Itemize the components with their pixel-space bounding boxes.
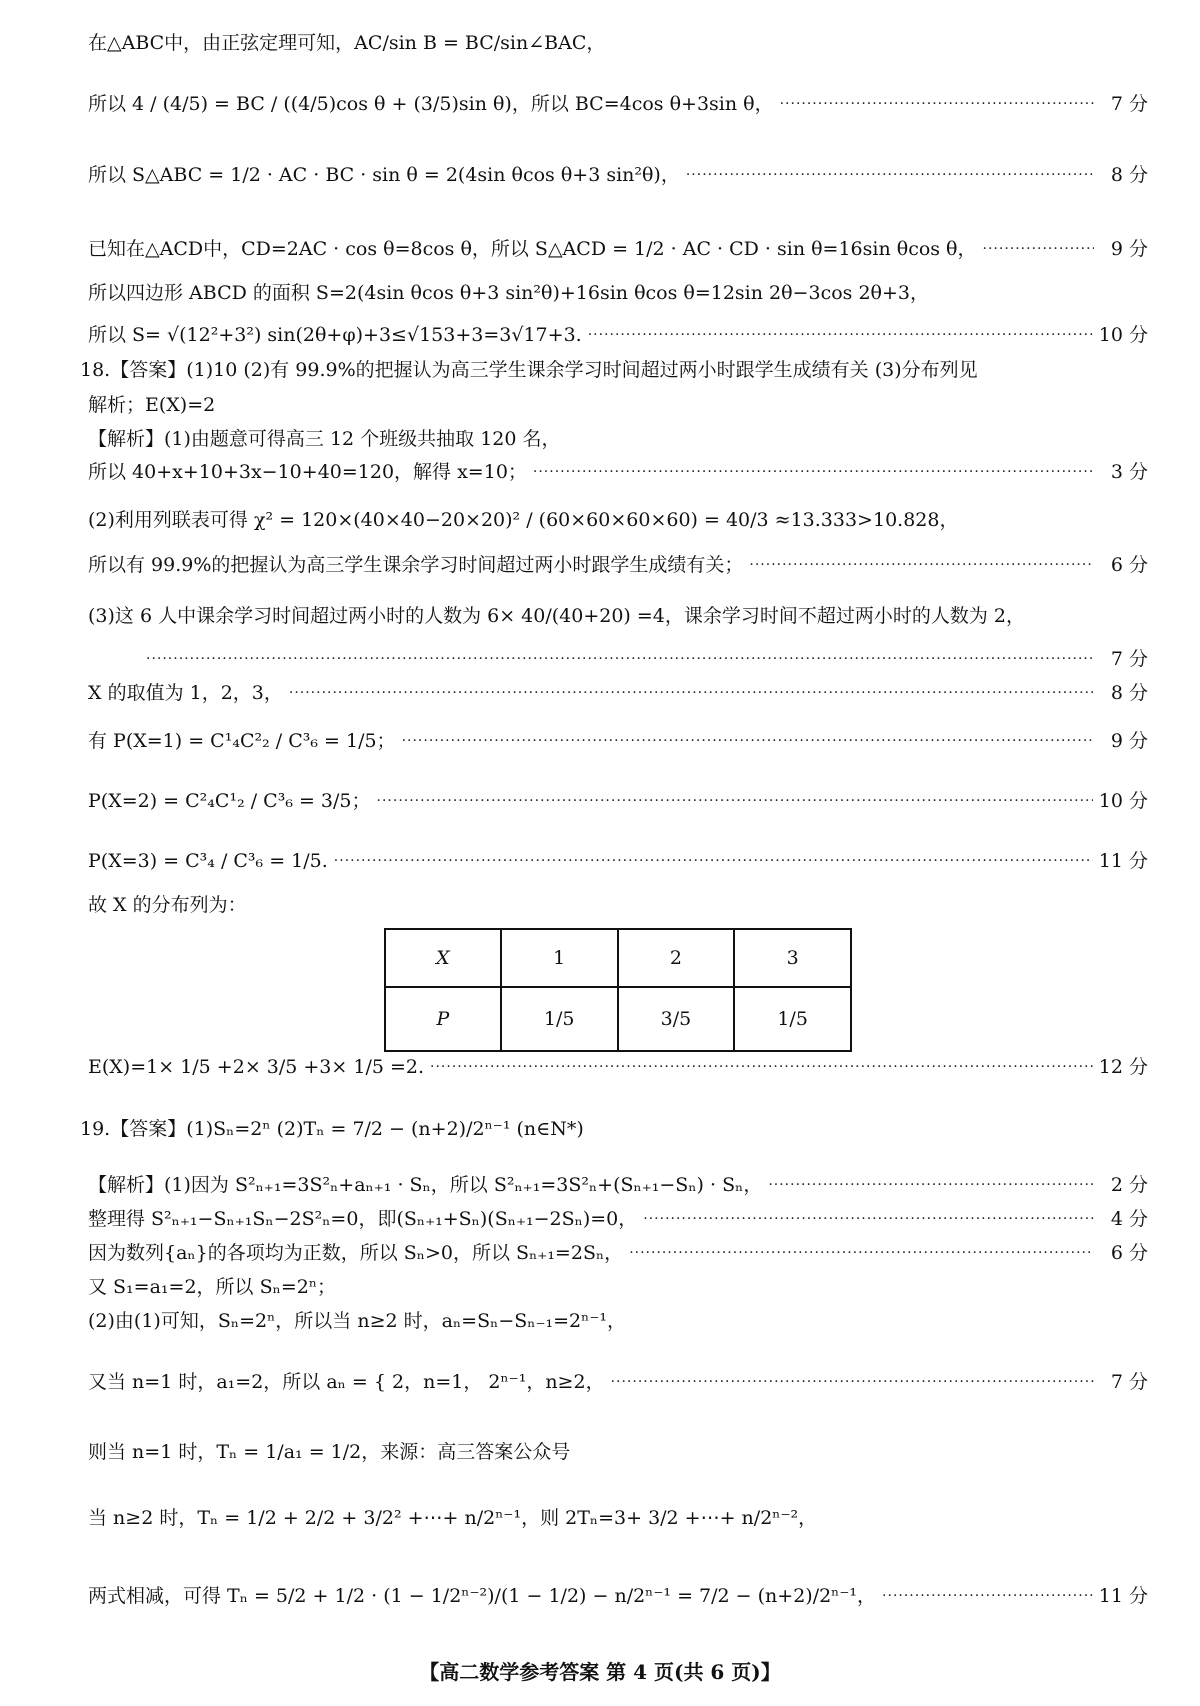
table-cell: 3/5 [618, 987, 735, 1051]
table-header-cell: 2 [618, 929, 735, 987]
leader-dots [611, 1374, 1094, 1391]
line-text: X 的取值为 1，2，3， [88, 681, 283, 704]
score-label: 3 分 [1110, 460, 1148, 483]
line-text: 所以 S△ABC = 1/2 · AC · BC · sin θ = 2(4sin θcos θ+3 sin²θ)， [88, 163, 680, 186]
answer-line [88, 846, 1148, 876]
answer-line [80, 355, 1148, 385]
line-text: (3)这 6 人中课余学习时间超过两小时的人数为 6× 40/(40+20) =4，课余学习时间不超过两小时的人数为 2， [88, 604, 1026, 627]
answer-line [88, 234, 1148, 264]
answer-line [88, 1204, 1148, 1234]
answer-line [88, 28, 1148, 58]
answer-line [88, 550, 1148, 580]
answer-line [140, 644, 1148, 674]
leader-dots [983, 241, 1094, 258]
line-text: 所以 4 / (4/5) = BC / ((4/5)cos θ + (3/5)sin θ)，所以 BC=4cos θ+3sin θ， [88, 92, 774, 115]
line-text: 两式相减，可得 Tₙ = 5/2 + 1/2 · (1 − 1/2ⁿ⁻²)/(1 − 1/2) − n/2ⁿ⁻¹ = 7/2 − (n+2)/2ⁿ⁻¹， [88, 1584, 877, 1607]
score-label: 10 分 [1098, 323, 1148, 346]
line-text: 【解析】(1)由题意可得高三 12 个班级共抽取 120 名， [88, 427, 561, 450]
score-label: 8 分 [1110, 163, 1148, 186]
leader-dots [686, 167, 1094, 184]
line-text: 故 X 的分布列为： [88, 893, 247, 916]
line-text: (2)由(1)可知，Sₙ=2ⁿ，所以当 n≥2 时，aₙ=Sₙ−Sₙ₋₁=2ⁿ⁻¹， [88, 1309, 626, 1332]
line-text: 解析；E(X)=2 [88, 393, 216, 416]
answer-line [88, 320, 1148, 350]
leader-dots [629, 1245, 1094, 1262]
line-text: 19.【答案】(1)Sₙ=2ⁿ (2)Tₙ = 7/2 − (n+2)/2ⁿ⁻¹ (n∈N*) [80, 1117, 584, 1140]
score-label: 10 分 [1098, 789, 1148, 812]
score-label: 11 分 [1098, 849, 1148, 872]
line-text: 有 P(X=1) = C¹₄C²₂ / C³₆ = 1/5； [88, 729, 396, 752]
line-text: 已知在△ACD中，CD=2AC · cos θ=8cos θ，所以 S△ACD = 1/2 · AC · CD · sin θ=16sin θcos θ， [88, 237, 977, 260]
answer-line [88, 890, 1148, 920]
leader-dots [780, 96, 1094, 113]
score-label: 7 分 [1110, 647, 1148, 670]
answer-line [88, 424, 1148, 454]
score-label: 2 分 [1110, 1173, 1148, 1196]
leader-dots [533, 464, 1094, 481]
table-header-cell: X [385, 929, 501, 987]
score-label: 4 分 [1110, 1207, 1148, 1230]
answer-line [88, 500, 1148, 540]
line-text: E(X)=1× 1/5 +2× 3/5 +3× 1/5 =2. [88, 1055, 425, 1078]
answer-line [88, 160, 1148, 190]
score-label: 11 分 [1098, 1584, 1148, 1607]
line-text: P(X=2) = C²₄C¹₂ / C³₆ = 3/5； [88, 789, 371, 812]
table-row-label: P [385, 987, 501, 1051]
leader-dots [588, 327, 1093, 344]
leader-dots [377, 793, 1093, 810]
answer-line [88, 82, 1148, 126]
line-text: 当 n≥2 时，Tₙ = 1/2 + 2/2 + 3/2² +⋯+ n/2ⁿ⁻¹，则 2Tₙ=3+ 3/2 +⋯+ n/2ⁿ⁻²， [88, 1506, 818, 1529]
score-label: 8 分 [1110, 681, 1148, 704]
table-header-cell: 1 [501, 929, 618, 987]
leader-dots [882, 1588, 1093, 1605]
table-header-cell: 3 [734, 929, 851, 987]
answer-line [88, 1052, 1148, 1082]
score-label: 12 分 [1098, 1055, 1148, 1078]
answer-line [88, 786, 1148, 816]
score-label: 9 分 [1110, 237, 1148, 260]
score-label: 9 分 [1110, 729, 1148, 752]
answer-line [88, 1306, 1148, 1336]
distribution-table [384, 928, 852, 1052]
line-text: 在△ABC中，由正弦定理可知，AC/sin B = BC/sin∠BAC， [88, 31, 606, 54]
answer-line [88, 1360, 1148, 1404]
answer-line [80, 1114, 1148, 1144]
leader-dots [146, 651, 1094, 668]
line-text: 所以四边形 ABCD 的面积 S=2(4sin θcos θ+3 sin²θ)+16sin θcos θ=12sin 2θ−3cos 2θ+3， [88, 281, 929, 304]
answer-line [88, 678, 1148, 708]
line-text: 所以有 99.9%的把握认为高三学生课余学习时间超过两小时跟学生成绩有关； [88, 553, 744, 576]
answer-line [88, 596, 1148, 636]
line-text: 【解析】(1)因为 S²ₙ₊₁=3S²ₙ+aₙ₊₁ · Sₙ，所以 S²ₙ₊₁=3S²ₙ+(Sₙ₊₁−Sₙ) · Sₙ， [88, 1173, 763, 1196]
score-label: 6 分 [1110, 553, 1148, 576]
answer-line [88, 726, 1148, 756]
score-label: 7 分 [1110, 92, 1148, 115]
answer-line [88, 278, 1148, 308]
answer-line [88, 1576, 1148, 1616]
answer-line [88, 1272, 1148, 1302]
page-footer: 【高二数学参考答案 第 4 页(共 6 页)】 [419, 1660, 781, 1684]
answer-line [88, 390, 1148, 420]
score-label: 7 分 [1110, 1370, 1148, 1393]
leader-dots [334, 853, 1093, 870]
line-text: 整理得 S²ₙ₊₁−Sₙ₊₁Sₙ−2S²ₙ=0，即(Sₙ₊₁+Sₙ)(Sₙ₊₁−2Sₙ)=0， [88, 1207, 638, 1230]
answer-line [88, 1432, 1148, 1472]
line-text: 又 S₁=a₁=2，所以 Sₙ=2ⁿ； [88, 1275, 337, 1298]
answer-line [88, 1170, 1148, 1200]
answer-line [88, 1498, 1148, 1538]
leader-dots [430, 1059, 1093, 1076]
line-text: 所以 S= √(12²+3²) sin(2θ+φ)+3≤√153+3=3√17+3. [88, 323, 582, 346]
line-text: P(X=3) = C³₄ / C³₆ = 1/5. [88, 849, 328, 872]
answer-line [88, 457, 1148, 487]
line-text: 则当 n=1 时，Tₙ = 1/a₁ = 1/2，来源：高三答案公众号 [88, 1440, 571, 1463]
table-cell: 1/5 [734, 987, 851, 1051]
leader-dots [749, 557, 1094, 574]
line-text: (2)利用列联表可得 χ² = 120×(40×40−20×20)² / (60×60×60×60) = 40/3 ≈13.333>10.828， [88, 508, 959, 531]
line-text: 18.【答案】(1)10 (2)有 99.9%的把握认为高三学生课余学习时间超过两小时跟学生成绩有关 (3)分布列见 [80, 358, 978, 381]
line-text: 又当 n=1 时，a₁=2，所以 aₙ = { 2，n=1， 2ⁿ⁻¹，n≥2， [88, 1370, 605, 1393]
leader-dots [768, 1177, 1094, 1194]
table-cell: 1/5 [501, 987, 618, 1051]
line-text: 所以 40+x+10+3x−10+40=120，解得 x=10； [88, 460, 527, 483]
answer-line [88, 1238, 1148, 1268]
leader-dots [643, 1211, 1094, 1228]
score-label: 6 分 [1110, 1241, 1148, 1264]
leader-dots [402, 733, 1094, 750]
line-text: 因为数列{aₙ}的各项均为正数，所以 Sₙ>0，所以 Sₙ₊₁=2Sₙ， [88, 1241, 624, 1264]
leader-dots [289, 685, 1094, 702]
